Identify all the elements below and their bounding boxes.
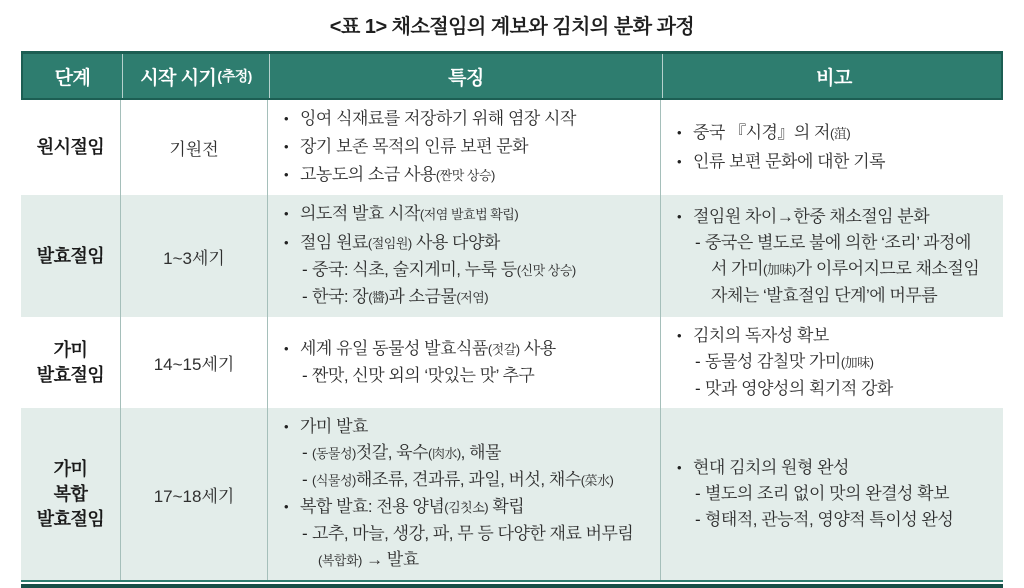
item-text: 고추, 마늘, 생강, 파, 무 등 다양한 재료 버무림 (312, 524, 634, 543)
features-cell (268, 100, 661, 195)
column-header-period (123, 54, 270, 98)
annotation-text: (醬) (368, 290, 389, 305)
item-text: 과 소금물 (388, 287, 457, 306)
annotation-text: (짠맛 상승) (435, 168, 495, 183)
annotation-text: (절임원) (367, 236, 412, 251)
stage-name: 가미 (53, 339, 88, 360)
item-text: 가미 발효 (300, 417, 368, 436)
item-text: 자체는 ‘발효절임 단계’에 머무름 (711, 285, 938, 305)
stage-name: 가미 (53, 458, 88, 479)
list-item (673, 283, 997, 309)
item-text: 세계 유일 동물성 발효식품 (300, 339, 488, 358)
notes-cell (661, 317, 1003, 408)
item-text: 확립 (488, 497, 525, 516)
table-row (21, 317, 1003, 408)
stage-name: 발효절임 (36, 364, 105, 385)
stage-cell (21, 408, 121, 580)
item-text: 사용 다양화 (411, 233, 500, 252)
annotation-text: (加味) (840, 355, 874, 370)
column-header-notes-label: 비고 (816, 67, 852, 89)
features-cell (268, 195, 661, 317)
list-item (673, 507, 997, 533)
notes-cell (661, 408, 1003, 580)
column-header-period-label: 시작 시기 (140, 67, 217, 89)
annotation-text: (菜水) (580, 473, 614, 488)
list-item (280, 106, 654, 132)
list-item (280, 547, 654, 574)
column-header-notes (663, 54, 1005, 98)
item-text: 고농도의 소금 사용 (300, 165, 436, 184)
item-text: 중국 『시경』의 저 (693, 123, 830, 142)
table-row (21, 408, 1003, 580)
table-body (21, 100, 1003, 580)
table-row (21, 195, 1003, 317)
features-cell (268, 408, 661, 580)
list-item (673, 481, 997, 507)
list-item (280, 257, 654, 284)
period-cell: 1~3세기 (121, 195, 268, 317)
annotation-text: (김칫소) (444, 500, 489, 515)
features-cell (268, 317, 661, 408)
table-bottom-rule (21, 580, 1003, 588)
column-header-period-note: (추정) (217, 68, 252, 84)
item-text: 현대 김치의 원형 완성 (693, 458, 849, 477)
notes-cell (661, 195, 1003, 317)
list-item (673, 149, 997, 175)
period-cell: 14~15세기 (121, 317, 268, 408)
bottom-rule-dark-line (21, 584, 1003, 588)
annotation-text: (신맛 상승) (516, 263, 576, 278)
item-text: 동물성 감칠맛 가미 (705, 352, 841, 371)
list-item (673, 256, 997, 283)
annotation-text: (저염) (456, 290, 489, 305)
item-text: 절임 원료 (300, 233, 368, 252)
list-item (280, 134, 654, 160)
column-header-stage (23, 54, 123, 98)
kimchi-genealogy-table (21, 51, 1003, 588)
table-row (21, 100, 1003, 195)
item-text: 맛과 영양성의 획기적 강화 (705, 379, 893, 398)
item-text: 가 이루어지므로 채소절임 (795, 258, 980, 278)
annotation-text: (加味) (763, 261, 796, 277)
stage-name: 복합 (53, 483, 88, 504)
stage-name: 원시절임 (36, 137, 105, 157)
item-text: 짠맛, 신맛 외의 ‘맛있는 맛’ 추구 (312, 366, 535, 385)
period-cell: 17~18세기 (121, 408, 268, 580)
item-text: 젓갈, 육수 (355, 443, 428, 462)
list-item (280, 230, 654, 257)
item-text: 김치의 독자성 확보 (693, 326, 829, 345)
item-text: 장기 보존 목적의 인류 보편 문화 (300, 137, 529, 156)
column-header-features-label: 특징 (448, 67, 484, 89)
list-item (280, 440, 654, 467)
stage-name: 발효절임 (36, 245, 105, 266)
column-header-features (270, 54, 663, 98)
column-header-stage-label: 단계 (54, 67, 91, 89)
item-text: , 해물 (460, 443, 501, 462)
list-item (280, 162, 654, 189)
list-item (280, 467, 654, 494)
annotation-text: (식물성) (312, 473, 356, 488)
bottom-rule-light-line (21, 580, 1003, 582)
item-text: 복합 발효: 전용 양념 (300, 497, 445, 516)
list-item (673, 376, 997, 402)
item-text: 사용 (519, 339, 556, 358)
list-item (280, 414, 654, 440)
item-text: 한국: 장 (312, 287, 369, 306)
list-item (673, 204, 997, 230)
table-title: <표 1> 채소절임의 계보와 김치의 분화 과정 (329, 16, 695, 38)
annotation-text: (肉水) (427, 446, 461, 461)
stage-cell (21, 100, 121, 195)
item-text: 형태적, 관능적, 영양적 특이성 완성 (705, 510, 954, 529)
annotation-text: (젓갈) (487, 342, 520, 357)
list-item (280, 494, 654, 521)
list-item (673, 230, 997, 256)
stage-cell (21, 317, 121, 408)
item-text: 별도의 조리 없이 맛의 완결성 확보 (705, 484, 950, 503)
item-text: 중국: 식초, 술지게미, 누룩 등 (312, 260, 517, 279)
list-item (280, 284, 654, 311)
list-item (280, 363, 654, 389)
item-text: 잉여 식재료를 저장하기 위해 염장 시작 (300, 109, 576, 128)
notes-cell (661, 100, 1003, 195)
annotation-text: (菹) (829, 126, 851, 141)
item-text: 서 가미 (711, 258, 763, 278)
item-text: 해조류, 견과류, 과일, 버섯, 채수 (355, 470, 581, 489)
item-text: → 발효 (361, 550, 419, 569)
period-cell: 기원전 (121, 100, 268, 195)
list-item (280, 336, 654, 363)
stage-name: 발효절임 (36, 508, 105, 529)
list-item (673, 455, 997, 481)
list-item (280, 201, 654, 228)
list-item (280, 521, 654, 547)
list-item (673, 120, 997, 147)
item-text: 절임원 차이→한중 채소절임 분화 (693, 206, 930, 226)
item-text: 의도적 발효 시작 (300, 204, 420, 223)
list-item (673, 323, 997, 349)
annotation-text: (저염 발효법 확립) (419, 207, 519, 222)
item-text: 인류 보편 문화에 대한 기록 (693, 152, 886, 171)
stage-cell (21, 195, 121, 317)
table-header (21, 51, 1003, 100)
item-text: 중국은 별도로 불에 의한 ‘조리’ 과정에 (705, 232, 971, 252)
list-item (673, 349, 997, 376)
annotation-text: (동물성) (312, 446, 356, 461)
annotation-text: (복합화) (318, 553, 362, 568)
